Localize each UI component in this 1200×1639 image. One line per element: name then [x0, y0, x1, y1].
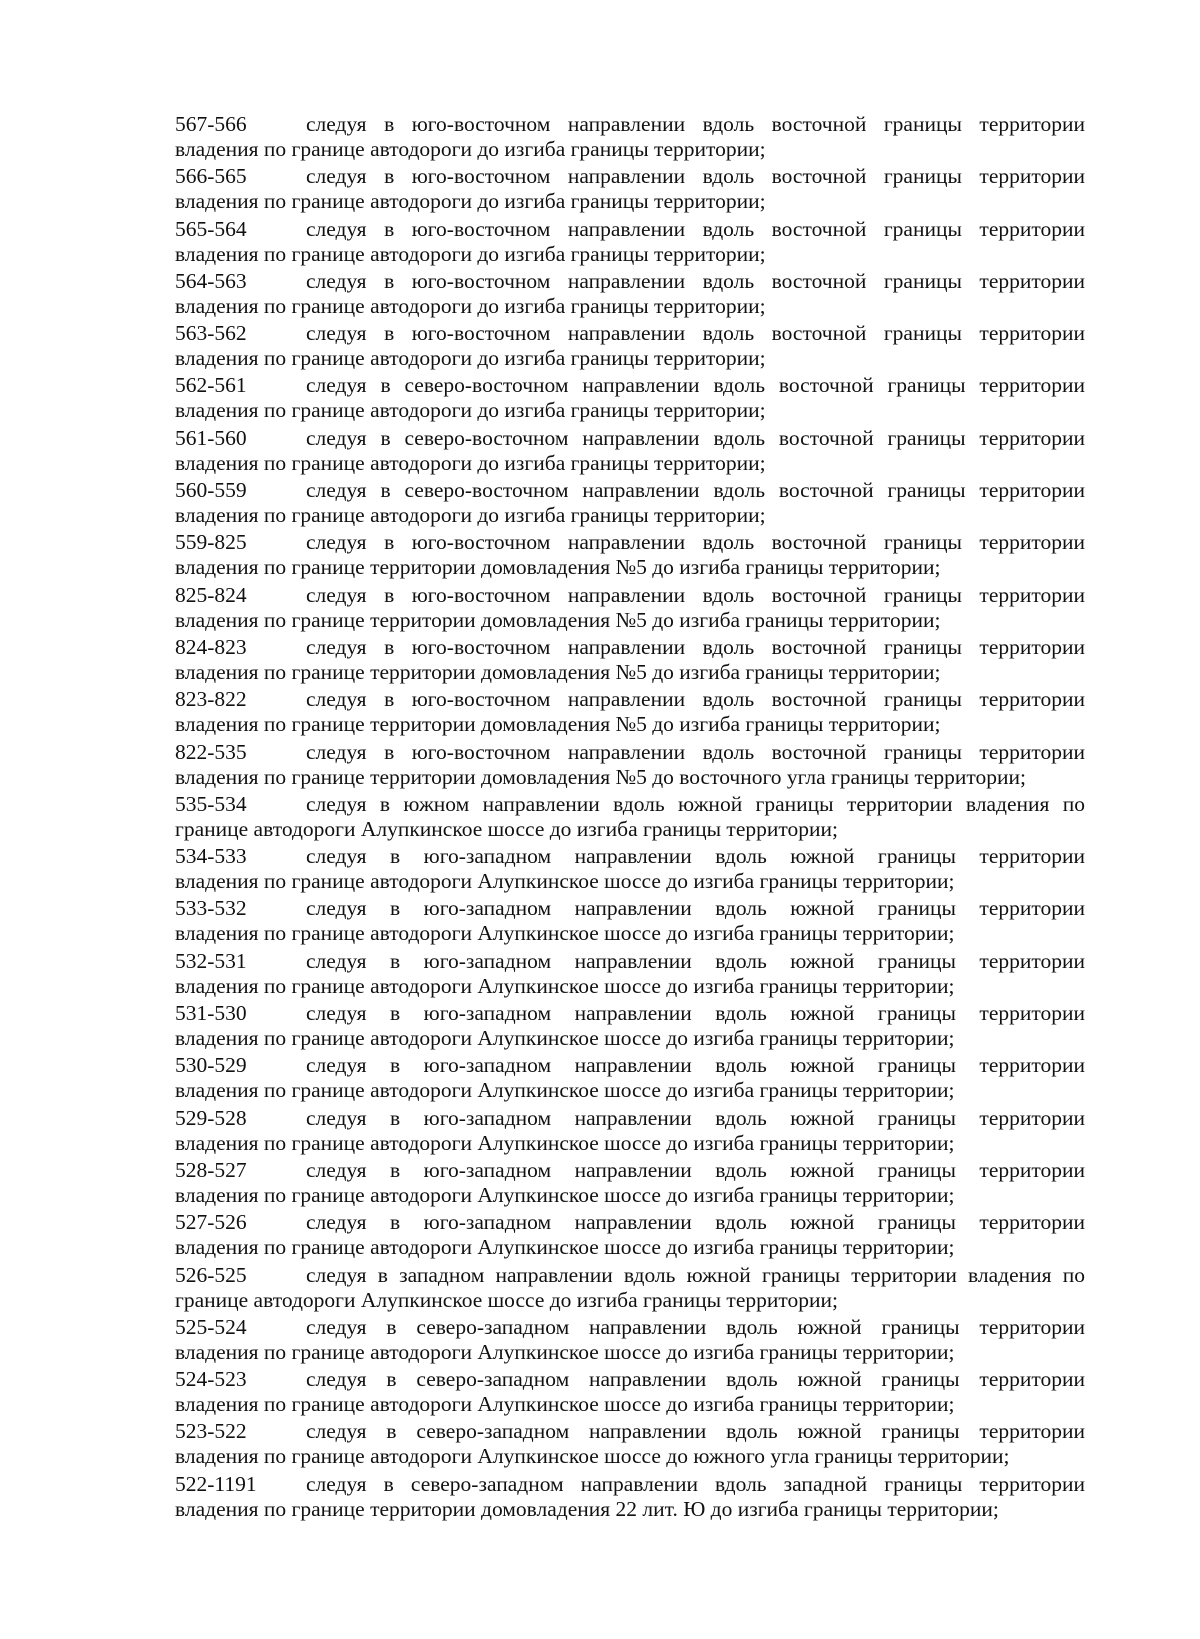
boundary-segment-entry — [175, 949, 1085, 1001]
segment-code: 529-528 — [175, 1105, 247, 1130]
segment-description-line1: следуя в юго-западном направлении вдоль южной границы территории — [306, 1157, 1085, 1182]
entry-first-line — [175, 1472, 1085, 1497]
entry-first-line — [175, 1053, 1085, 1078]
boundary-segment-entry — [175, 740, 1085, 792]
boundary-segment-entry — [175, 1315, 1085, 1367]
segment-description-line1: следуя в северо-восточном направлении вдоль восточной границы территории — [306, 425, 1085, 450]
segment-description-line1: следуя в северо-западном направлении вдоль южной границы территории — [306, 1419, 1085, 1444]
segment-description-line2: владения по границе территории домовладения №5 до изгиба границы территории; — [175, 659, 941, 684]
segment-code: 525-524 — [175, 1314, 247, 1339]
segment-description-line1: следуя в северо-западном направлении вдоль южной границы территории — [306, 1367, 1085, 1392]
segment-description-line1: следуя в северо-западном направлении вдоль южной границы территории — [306, 1314, 1085, 1339]
entry-first-line — [175, 687, 1085, 712]
segment-description-line1: следуя в юго-западном направлении вдоль южной границы территории — [306, 1210, 1085, 1235]
entry-first-line — [175, 844, 1085, 869]
boundary-segment-entry — [175, 896, 1085, 948]
segment-description-line1: следуя в северо-западном направлении вдоль западной границы территории — [306, 1471, 1085, 1496]
boundary-segment-entry — [175, 1367, 1085, 1419]
segment-description-line1: следуя в юго-западном направлении вдоль южной границы территории — [306, 844, 1085, 869]
segment-code: 531-530 — [175, 1001, 247, 1026]
boundary-segment-entry — [175, 1472, 1085, 1524]
segment-description-line1: следуя в северо-восточном направлении вдоль восточной границы территории — [306, 478, 1085, 503]
segment-code: 567-566 — [175, 112, 247, 136]
entry-first-line — [175, 426, 1085, 451]
segment-description-line2: владения по границе автодороги Алупкинское шоссе до изгиба границы территории; — [175, 1026, 955, 1051]
segment-description-line2: владения по границе автодороги до изгиба границы территории; — [175, 450, 766, 475]
boundary-segment-entry — [175, 112, 1085, 164]
segment-code: 535-534 — [175, 791, 247, 816]
segment-code: 532-531 — [175, 948, 247, 973]
segment-description-line1: следуя в юго-восточном направлении вдоль восточной границы территории — [306, 321, 1085, 346]
segment-description-line1: следуя в юго-восточном направлении вдоль восточной границы территории — [306, 739, 1085, 764]
entry-first-line — [175, 1263, 1085, 1288]
boundary-segment-entry — [175, 530, 1085, 582]
segment-description-line2: границе автодороги Алупкинское шоссе до изгиба границы территории; — [175, 816, 838, 841]
boundary-segment-entry — [175, 1210, 1085, 1262]
segment-description-line1: следуя в юго-восточном направлении вдоль восточной границы территории — [306, 634, 1085, 659]
segment-description-line2: владения по границе автодороги Алупкинское шоссе до изгиба границы территории; — [175, 1339, 955, 1364]
segment-description-line2: владения по границе автодороги Алупкинское шоссе до изгиба границы территории; — [175, 1078, 955, 1103]
segment-description-line1: следуя в северо-восточном направлении вдоль восточной границы территории — [306, 373, 1085, 398]
segment-code: 524-523 — [175, 1367, 247, 1392]
segment-code: 823-822 — [175, 687, 247, 712]
segment-description-line2: владения по границе автодороги Алупкинское шоссе до изгиба границы территории; — [175, 1130, 955, 1155]
segment-code: 530-529 — [175, 1053, 247, 1078]
boundary-segment-entry — [175, 687, 1085, 739]
entry-first-line — [175, 321, 1085, 346]
segment-description-line1: следуя в юго-западном направлении вдоль южной границы территории — [306, 1105, 1085, 1130]
boundary-segment-entry — [175, 635, 1085, 687]
segment-code: 534-533 — [175, 844, 247, 869]
segment-description-line1: следуя в юго-западном направлении вдоль южной границы территории — [306, 948, 1085, 973]
segment-description-line2: владения по границе автодороги Алупкинское шоссе до изгиба границы территории; — [175, 1392, 955, 1417]
segment-code: 822-535 — [175, 739, 247, 764]
segment-description-line1: следуя в юго-восточном направлении вдоль восточной границы территории — [306, 216, 1085, 241]
segment-description-line1: следуя в юго-восточном направлении вдоль восточной границы территории — [306, 687, 1085, 712]
boundary-segment-entry — [175, 269, 1085, 321]
segment-code: 561-560 — [175, 425, 247, 450]
segment-code: 562-561 — [175, 373, 247, 398]
boundary-segment-entry — [175, 1106, 1085, 1158]
entry-first-line — [175, 217, 1085, 242]
entry-first-line — [175, 1315, 1085, 1340]
boundary-segment-entry — [175, 164, 1085, 216]
segment-description-line2: владения по границе автодороги Алупкинское шоссе до южного угла границы территории; — [175, 1444, 1010, 1469]
segment-description-line1: следуя в юго-восточном направлении вдоль восточной границы территории — [306, 530, 1085, 555]
entry-first-line — [175, 1210, 1085, 1235]
segment-description-line1: следуя в юго-западном направлении вдоль южной границы территории — [306, 1001, 1085, 1026]
segment-code: 522-1191 — [175, 1471, 257, 1496]
segment-description-line2: владения по границе автодороги Алупкинское шоссе до изгиба границы территории; — [175, 973, 955, 998]
segment-description-line2: владения по границе автодороги до изгиба границы территории; — [175, 398, 766, 423]
segment-code: 533-532 — [175, 896, 247, 921]
entry-first-line — [175, 583, 1085, 608]
segment-description-line2: владения по границе автодороги до изгиба границы территории; — [175, 346, 766, 371]
boundary-segment-entry — [175, 321, 1085, 373]
segment-code: 560-559 — [175, 478, 247, 503]
boundary-segment-entry — [175, 1158, 1085, 1210]
segment-code: 526-525 — [175, 1262, 247, 1287]
segment-description-line2: владения по границе автодороги Алупкинское шоссе до изгиба границы территории; — [175, 1182, 955, 1207]
entry-first-line — [175, 1419, 1085, 1444]
segment-description-line2: владения по границе автодороги Алупкинское шоссе до изгиба границы территории; — [175, 869, 955, 894]
entry-first-line — [175, 949, 1085, 974]
entry-first-line — [175, 740, 1085, 765]
segment-description-line2: владения по границе территории домовладения 22 лит. Ю до изгиба границы территории; — [175, 1496, 999, 1521]
segment-description-line1: следуя в юго-восточном направлении вдоль восточной границы территории — [306, 268, 1085, 293]
boundary-segment-entry — [175, 1053, 1085, 1105]
segment-code: 563-562 — [175, 321, 247, 346]
segment-code: 825-824 — [175, 582, 247, 607]
segment-code: 565-564 — [175, 216, 247, 241]
boundary-segment-entry — [175, 373, 1085, 425]
segment-description-line2: владения по границе территории домовладения №5 до восточного угла границы территории; — [175, 764, 1026, 789]
entry-first-line — [175, 112, 1085, 137]
boundary-segment-entry — [175, 1419, 1085, 1471]
boundary-segment-entry — [175, 217, 1085, 269]
entry-first-line — [175, 896, 1085, 921]
entry-first-line — [175, 1158, 1085, 1183]
entry-first-line — [175, 635, 1085, 660]
segment-description-line1: следуя в южном направлении вдоль южной границы территории владения по — [306, 791, 1085, 816]
segment-code: 528-527 — [175, 1157, 247, 1182]
boundary-segment-entry — [175, 583, 1085, 635]
entry-first-line — [175, 530, 1085, 555]
segment-description-line2: владения по границе автодороги до изгиба границы территории; — [175, 189, 766, 214]
segment-description-line2: владения по границе автодороги до изгиба границы территории; — [175, 241, 766, 266]
segment-description-line2: владения по границе территории домовладения №5 до изгиба границы территории; — [175, 607, 941, 632]
segment-code: 523-522 — [175, 1419, 247, 1444]
segment-code: 559-825 — [175, 530, 247, 555]
boundary-segment-entry — [175, 1001, 1085, 1053]
segment-description-line2: границе автодороги Алупкинское шоссе до изгиба границы территории; — [175, 1287, 838, 1312]
segment-description-line1: следуя в юго-восточном направлении вдоль восточной границы территории — [306, 582, 1085, 607]
segment-code: 824-823 — [175, 634, 247, 659]
segment-code: 566-565 — [175, 164, 247, 189]
entry-first-line — [175, 373, 1085, 398]
segment-description-line2: владения по границе автодороги до изгиба границы территории; — [175, 293, 766, 318]
segment-description-line2: владения по границе территории домовладения №5 до изгиба границы территории; — [175, 712, 941, 737]
entry-first-line — [175, 164, 1085, 189]
entry-first-line — [175, 792, 1085, 817]
segment-description-line2: владения по границе автодороги Алупкинское шоссе до изгиба границы территории; — [175, 1235, 955, 1260]
segment-description-line1: следуя в юго-восточном направлении вдоль восточной границы территории — [306, 112, 1085, 136]
segment-description-line1: следуя в юго-восточном направлении вдоль восточной границы территории — [306, 164, 1085, 189]
segment-code: 564-563 — [175, 268, 247, 293]
segment-description-line1: следуя в западном направлении вдоль южной границы территории владения по — [306, 1262, 1085, 1287]
entry-first-line — [175, 1367, 1085, 1392]
entry-first-line — [175, 1106, 1085, 1131]
segment-description-line2: владения по границе территории домовладения №5 до изгиба границы территории; — [175, 555, 941, 580]
boundary-segment-entry — [175, 844, 1085, 896]
entry-first-line — [175, 478, 1085, 503]
entry-first-line — [175, 1001, 1085, 1026]
segment-description-line2: владения по границе автодороги Алупкинское шоссе до изгиба границы территории; — [175, 921, 955, 946]
segment-description-line2: владения по границе автодороги до изгиба границы территории; — [175, 503, 766, 528]
boundary-segment-entry — [175, 792, 1085, 844]
boundary-segment-entry — [175, 478, 1085, 530]
entry-first-line — [175, 269, 1085, 294]
boundary-segment-entry — [175, 426, 1085, 478]
segment-description-line2: владения по границе автодороги до изгиба границы территории; — [175, 137, 766, 161]
segment-code: 527-526 — [175, 1210, 247, 1235]
boundary-segment-entry — [175, 1263, 1085, 1315]
boundary-description-list — [175, 112, 1085, 1524]
segment-description-line1: следуя в юго-западном направлении вдоль южной границы территории — [306, 896, 1085, 921]
segment-description-line1: следуя в юго-западном направлении вдоль южной границы территории — [306, 1053, 1085, 1078]
